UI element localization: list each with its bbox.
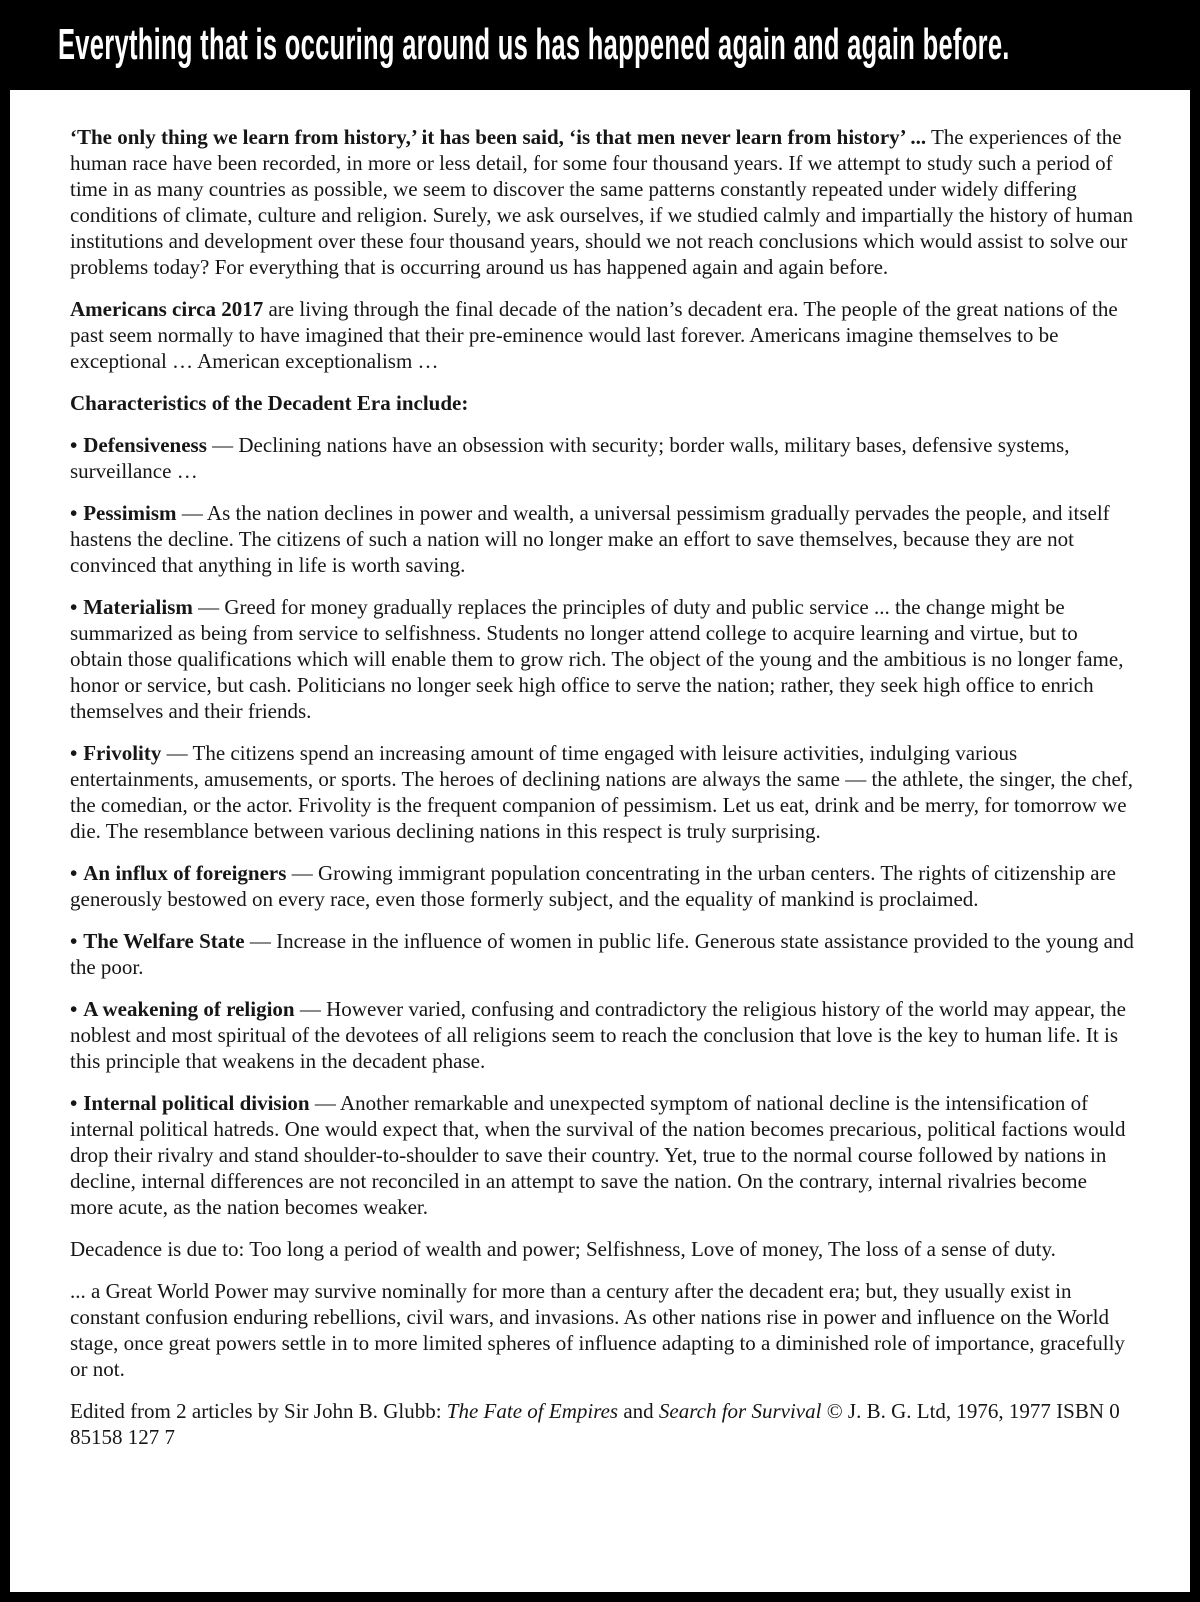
- bullet-text: — However varied, confusing and contradictory the religious history of the world may appear, the noblest and most spiritual of the devotees of all religions seem to reach the conclusion that love is the key to human life. It is this principle that weakens in the decadent phase.: [70, 997, 1126, 1073]
- footer-citation: [70, 1398, 1134, 1450]
- bullet-icon: •: [70, 433, 78, 457]
- bullet-term: An influx of foreigners: [83, 861, 287, 885]
- bullet-term: Frivolity: [83, 741, 162, 765]
- page-title: Everything that is occuring around us has happened again and again before.: [58, 20, 1010, 69]
- bullet-text: — Another remarkable and unexpected symptom of national decline is the intensification of internal political hatreds. One would expect that, when the survival of the nation becomes precarious, political factions would drop their rivalry and stand shoulder-to-shoulder to save their country. Yet, true to the normal course followed by nations in decline, internal differences are not reconciled in an attempt to save the nation. On the contrary, internal rivalries become more acute, as the nation becomes weaker.: [70, 1091, 1126, 1219]
- bullet-item-internal-political-division: [70, 1090, 1134, 1220]
- bullet-item-frivolity: [70, 740, 1134, 844]
- citation-suffix: © J. B. G. Ltd, 1976, 1977 ISBN 0 85158 127 7: [70, 1399, 1120, 1449]
- header-bar: [0, 0, 1200, 90]
- bullet-text: — Growing immigrant population concentrating in the urban centers. The rights of citizenship are generously bestowed on every race, even those formerly subject, and the equality of mankind is proclaimed.: [70, 861, 1116, 911]
- americans-bold-lead: Americans circa 2017: [70, 297, 264, 321]
- intro-bold-lead: ‘The only thing we learn from history,’ it has been said, ‘is that men never learn from history’ ...: [70, 125, 927, 149]
- bullet-text: — Greed for money gradually replaces the principles of duty and public service ... the change might be summarized as being from service to selfishness. Students no longer attend college to acquire learning and virtue, but to obtain those qualifications which will enable them to grow rich. The object of the young and the ambitious is no longer fame, honor or service, but cash. Politicians no longer seek high office to serve the nation; rather, they seek high office to enrich themselves and their friends.: [70, 595, 1124, 723]
- bullet-item-influx-of-foreigners: [70, 860, 1134, 912]
- americans-paragraph: [70, 296, 1134, 374]
- intro-text: The experiences of the human race have been recorded, in more or less detail, for some four thousand years. If we attempt to study such a period of time in as many countries as possible, we seem to discover the same patterns constantly repeated under widely differing conditions of climate, culture and religion. Surely, we ask ourselves, if we studied calmly and impartially the history of human institutions and development over these four thousand years, should we not reach conclusions which would assist to solve our problems today? For everything that is occurring around us has happened again and again before.: [70, 125, 1133, 279]
- bullet-item-pessimism: [70, 500, 1134, 578]
- bullet-term: The Welfare State: [83, 929, 245, 953]
- bullet-text: — Increase in the influence of women in public life. Generous state assistance provided to the young and the poor.: [70, 929, 1134, 979]
- intro-paragraph: [70, 124, 1134, 280]
- bullet-text: — The citizens spend an increasing amount of time engaged with leisure activities, indulging various entertainments, amusements, or sports. The heroes of declining nations are always the same — the athlete, the singer, the chef, the comedian, or the actor. Frivolity is the frequent companion of pessimism. Let us eat, drink and be merry, for tomorrow we die. The resemblance between various declining nations in this respect is truly surprising.: [70, 741, 1134, 843]
- bullet-item-weakening-of-religion: [70, 996, 1134, 1074]
- bullet-icon: •: [70, 929, 78, 953]
- bullet-icon: •: [70, 861, 78, 885]
- bullet-text: — Declining nations have an obsession with security; border walls, military bases, defensive systems, surveillance …: [70, 433, 1070, 483]
- citation-prefix: Edited from 2 articles by Sir John B. Glubb:: [70, 1399, 447, 1423]
- bullet-term: Internal political division: [83, 1091, 310, 1115]
- decadence-paragraph: Decadence is due to: Too long a period of wealth and power; Selfishness, Love of money, The loss of a sense of duty.: [70, 1237, 1056, 1261]
- citation-conjunction: and: [618, 1399, 659, 1423]
- bullet-item-materialism: [70, 594, 1134, 724]
- bullet-icon: •: [70, 501, 78, 525]
- citation-title-search-for-survival: Search for Survival: [658, 1399, 822, 1423]
- bullet-icon: •: [70, 1091, 78, 1115]
- americans-text: are living through the final decade of the nation’s decadent era. The people of the great nations of the past seem normally to have imagined that their pre-eminence would last forever. Americans imagine themselves to be exceptional … American exceptionalism …: [70, 297, 1118, 373]
- section-heading: Characteristics of the Decadent Era include:: [70, 391, 469, 415]
- bullet-item-welfare-state: [70, 928, 1134, 980]
- citation-title-fate-of-empires: The Fate of Empires: [446, 1399, 619, 1423]
- document-page: [10, 90, 1190, 1592]
- bullet-term: Materialism: [83, 595, 193, 619]
- bullet-text: — As the nation declines in power and wealth, a universal pessimism gradually pervades the people, and itself hastens the decline. The citizens of such a nation will no longer make an effort to save themselves, because they are not convinced that anything in life is worth saving.: [70, 501, 1110, 577]
- bullet-item-defensiveness: [70, 432, 1134, 484]
- document-body: [70, 124, 1134, 1450]
- bullet-term: Pessimism: [83, 501, 177, 525]
- bullet-icon: •: [70, 595, 78, 619]
- bullet-icon: •: [70, 741, 78, 765]
- bullet-icon: •: [70, 997, 78, 1021]
- bullet-term: Defensiveness: [83, 433, 207, 457]
- bullet-term: A weakening of religion: [83, 997, 295, 1021]
- survival-paragraph: ... a Great World Power may survive nominally for more than a century after the decadent era; but, they usually exist in constant confusion enduring rebellions, civil wars, and invasions. As other nations rise in power and influence on the World stage, once great powers settle in to more limited spheres of influence adapting to a diminished role of importance, gracefully or not.: [70, 1279, 1125, 1381]
